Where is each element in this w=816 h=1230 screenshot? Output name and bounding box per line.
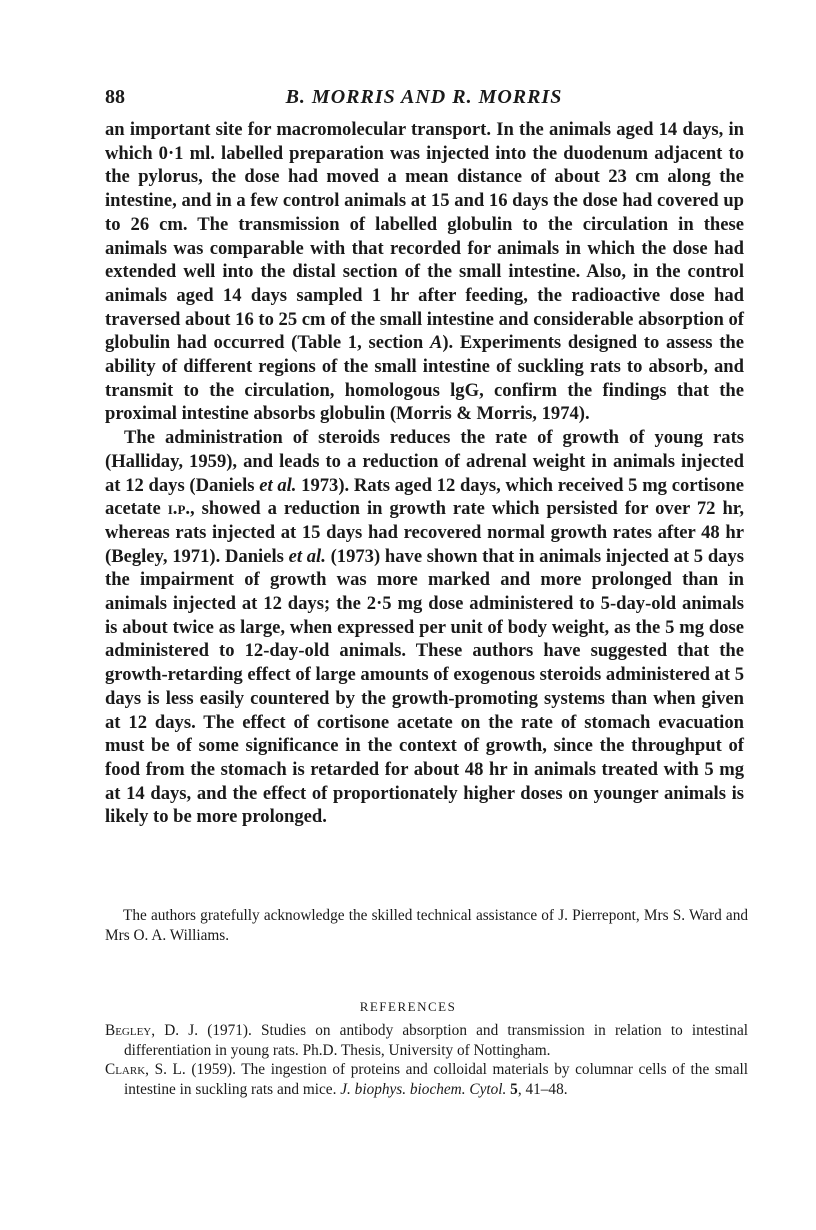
table-section-letter: A: [429, 332, 443, 354]
page-number: 88: [105, 86, 125, 108]
reference-author: Clark: [105, 1061, 146, 1078]
paragraph-2-text-d: (1973) have shown that in animals injected at 5 days the impairment of growth was more marked and more prolonged than in animals injected at 12 days; the 2·5 mg dose administered to 5-day-old animals is about twice as large, when expressed per unit of body weight, as the 5 mg dose administered to 12-day-old animals. These authors have suggested that the growth-retarding effect of large amounts of exogenous steroids administered at 5 days is less easily countered by the growth-promoting systems than when given at 12 days. The effect of cortisone acetate on the rate of stomach evacuation must be of some significance in the context of growth, since the throughput of food from the stomach is retarded for about 48 hr in animals treated with 5 mg at 14 days, and the effect of proportionately higher doses on younger animals is likely to be more prolonged.: [105, 545, 745, 828]
paragraph-2-text-b: 1973). Rats aged 12 days, which received 5 mg cortisone acetate: [105, 474, 744, 520]
et-al-2: et al.: [288, 545, 326, 567]
paragraph-2-text-c: , showed a reduction in growth rate which persisted for over 72 hr, whereas rats injected at 15 days had recovered normal growth rates after 48 hr (Begley, 1971). Daniels: [105, 498, 744, 567]
paragraph-2-text-a: The administration of steroids reduces the rate of growth of young rats (Halliday, 1959), and leads to a reduction of adrenal weight in animals injected at 12 days (Daniels: [105, 427, 744, 496]
reference-entry-begley: [105, 1021, 748, 1060]
et-al-1: et al.: [259, 474, 297, 496]
reference-journal: J. biophys. biochem. Cytol.: [340, 1080, 507, 1098]
reference-text: , S. L. (1959). The ingestion of proteins and colloidal materials by columnar cells of the small intestine in suckling rats and mice.: [124, 1061, 748, 1098]
running-head: [105, 86, 743, 112]
paragraph-1-text: an important site for macromolecular transport. In the animals aged 14 days, in which 0·1 ml. labelled preparation was injected into the duodenum adjacent to the pylorus, the dose had moved a mean distance of about 23 cm along the intestine, and in a few control animals at 15 and 16 days the dose had covered up to 26 cm. The transmission of labelled globulin to the circulation in these animals was comparable with that recorded for animals in which the dose had extended well into the distal section of the small intestine. Also, in the control animals aged 14 days sampled 1 hr after feeding, the radioactive dose had traversed about 16 to 25 cm of the small intestine and considerable absorption of globulin had occurred (Table 1, section: [105, 119, 744, 354]
body-text: [105, 118, 744, 829]
ip-abbreviation: i.p.: [167, 498, 191, 520]
reference-volume: 5: [510, 1080, 518, 1098]
reference-pages: 41–48.: [525, 1080, 568, 1098]
reference-author: Begley: [105, 1022, 152, 1039]
reference-text: , D. J. (1971). Studies on antibody absorption and transmission in relation to intestinal differentiation in young rats. Ph.D. Thesis, University of Nottingham.: [124, 1022, 748, 1059]
references-list: [105, 1021, 748, 1099]
paragraph-1-text-end: ). Experiments designed to assess the ability of different regions of the small intestine of suckling rats to absorb, and transmit to the circulation, homologous lgG, confirm the findings that the proximal intestine absorbs globulin (Morris & Morris, 1974).: [105, 332, 744, 425]
reference-entry-clark: Clark, S. L. (1959). The ingestion of proteins and colloidal materials by columnar cells of the small intestine in suckling rats and mice. J. biophys. biochem. Cytol. 5, 41–48.: [105, 1061, 748, 1098]
references-heading: REFERENCES: [359, 999, 457, 1014]
paragraph-2: [105, 426, 744, 829]
paragraph-1: [105, 118, 744, 426]
running-title: B. MORRIS AND R. MORRIS: [285, 86, 563, 108]
acknowledgement: The authors gratefully acknowledge the skilled technical assistance of J. Pierrepont, Mrs S. Ward and Mrs O. A. Williams.: [105, 907, 748, 944]
